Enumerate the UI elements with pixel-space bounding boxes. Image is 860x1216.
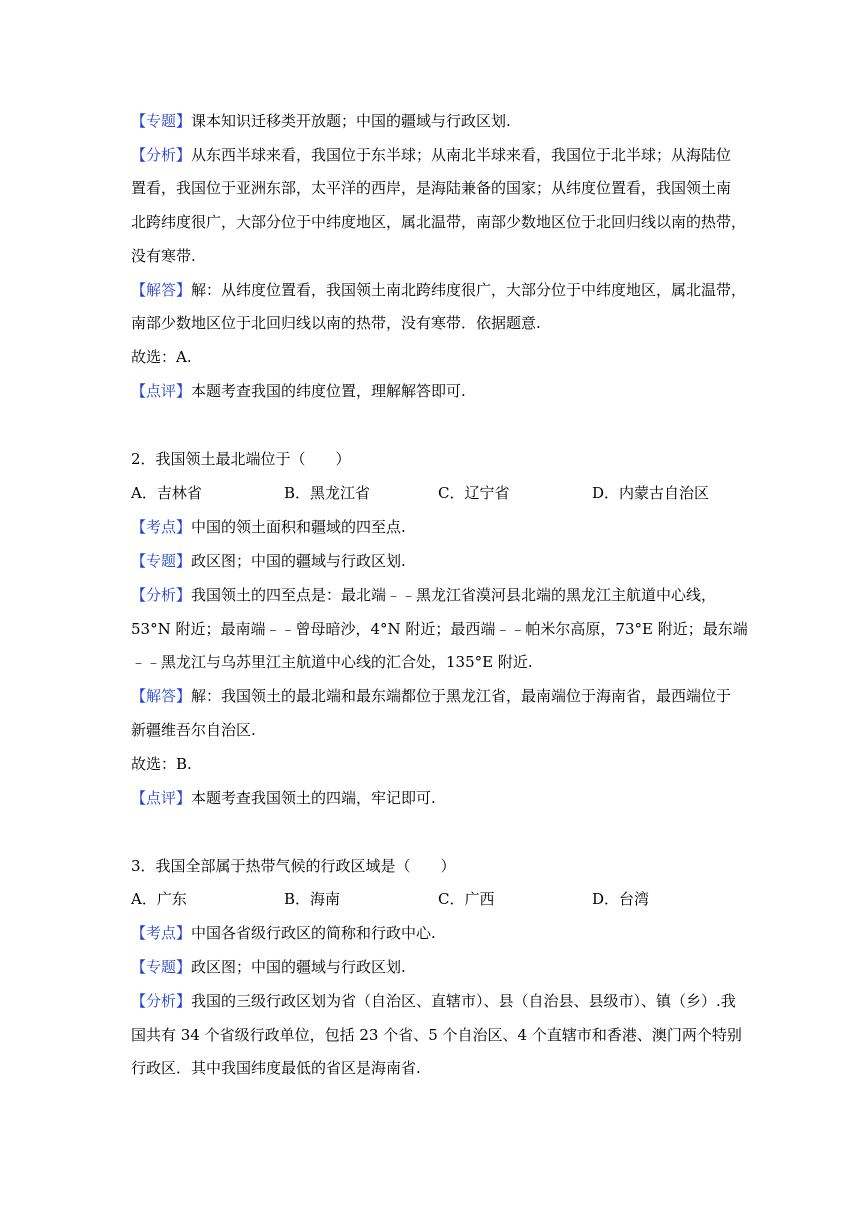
dianping-text: 本题考查我国领土的四端，牢记即可. [191,789,436,807]
dianping-tag: 【点评】 [131,789,192,807]
dianping-text: 本题考查我国的纬度位置，理解解答即可. [191,382,466,400]
kaodian-line [131,923,436,943]
zhuanti-text: 政区图；中国的疆域与行政区划. [191,958,406,976]
fenxi-line: 行政区．其中我国纬度最低的省区是海南省. [131,1059,421,1077]
fenxi-text: 从东西半球来看，我国位于东半球；从南北半球来看，我国位于北半球；从海陆位 [191,146,732,164]
dianping-tag: 【点评】 [131,382,192,400]
q2-option-d: D．内蒙古自治区 [592,484,710,502]
fenxi-line: 置看，我国位于亚洲东部，太平洋的西岸，是海陆兼备的国家；从纬度位置看，我国领土南 [131,179,732,197]
kaodian-line [131,517,406,537]
jieda-line [131,280,746,300]
zhuanti-tag: 【专题】 [131,958,192,976]
kaodian-text: 中国的领土面积和疆域的四至点. [191,518,406,536]
zhuanti-tag: 【专题】 [131,112,192,130]
dianping-line [131,381,466,401]
fenxi-tag: 【分析】 [131,586,192,604]
zhuanti-text: 政区图；中国的疆域与行政区划. [191,552,406,570]
zhuanti-line [131,111,511,131]
fenxi-line [131,991,736,1011]
q3-option-b: B．海南 [284,890,341,908]
answer-line: 故选：B. [131,755,192,773]
kaodian-text: 中国各省级行政区的简称和行政中心. [191,924,436,942]
fenxi-line: 国共有 34 个省级行政单位，包括 23 个省、5 个自治区、4 个直辖市和香港、澳门两个特别 [131,1026,742,1044]
jieda-text: 解：我国领土的最北端和最东端都位于黑龙江省，最南端位于海南省，最西端位于 [191,687,732,705]
fenxi-line: ﹣﹣黑龙江与乌苏里江主航道中心线的汇合处，135°E 附近. [131,653,533,671]
jieda-tag: 【解答】 [131,687,192,705]
q3-option-c: C．广西 [438,890,495,908]
fenxi-tag: 【分析】 [131,992,192,1010]
kaodian-tag: 【考点】 [131,924,192,942]
answer-line: 故选：A. [131,348,192,366]
fenxi-line [131,145,731,165]
q3-option-d: D．台湾 [592,890,650,908]
question-3-stem: 3．我国全部属于热带气候的行政区域是（ ） [131,857,456,875]
q3-option-a: A．广东 [131,890,187,908]
fenxi-text: 我国的三级行政区划为省（自治区、直辖市）、县（自治县、县级市）、镇（乡）.我 [191,992,736,1010]
q2-option-b: B．黑龙江省 [284,484,371,502]
jieda-tag: 【解答】 [131,281,192,299]
fenxi-line: 没有寒带. [131,247,196,265]
dianping-line [131,788,436,808]
jieda-line [131,686,731,706]
fenxi-line: 53°N 附近；最南端﹣﹣曾母暗沙，4°N 附近；最西端﹣﹣帕米尔高原，73°E 附近；最东端 [131,620,748,638]
jieda-line: 新疆维吾尔自治区. [131,721,256,739]
q2-option-c: C．辽宁省 [438,484,510,502]
q2-option-a: A．吉林省 [131,484,202,502]
kaodian-tag: 【考点】 [131,518,192,536]
jieda-line: 南部少数地区位于北回归线以南的热带，没有寒带．依据题意. [131,314,541,332]
zhuanti-text: 课本知识迁移类开放题；中国的疆域与行政区划. [191,112,511,130]
zhuanti-line [131,551,406,571]
fenxi-text: 我国领土的四至点是：最北端﹣﹣黑龙江省漠河县北端的黑龙江主航道中心线， [191,586,717,604]
zhuanti-line [131,957,406,977]
question-2-stem: 2．我国领土最北端位于（ ） [131,450,351,468]
fenxi-line [131,585,716,605]
fenxi-line: 北跨纬度很广，大部分位于中纬度地区，属北温带，南部少数地区位于北回归线以南的热带， [131,213,747,231]
fenxi-tag: 【分析】 [131,146,192,164]
zhuanti-tag: 【专题】 [131,552,192,570]
jieda-text: 解：从纬度位置看，我国领土南北跨纬度很广，大部分位于中纬度地区，属北温带， [191,281,747,299]
